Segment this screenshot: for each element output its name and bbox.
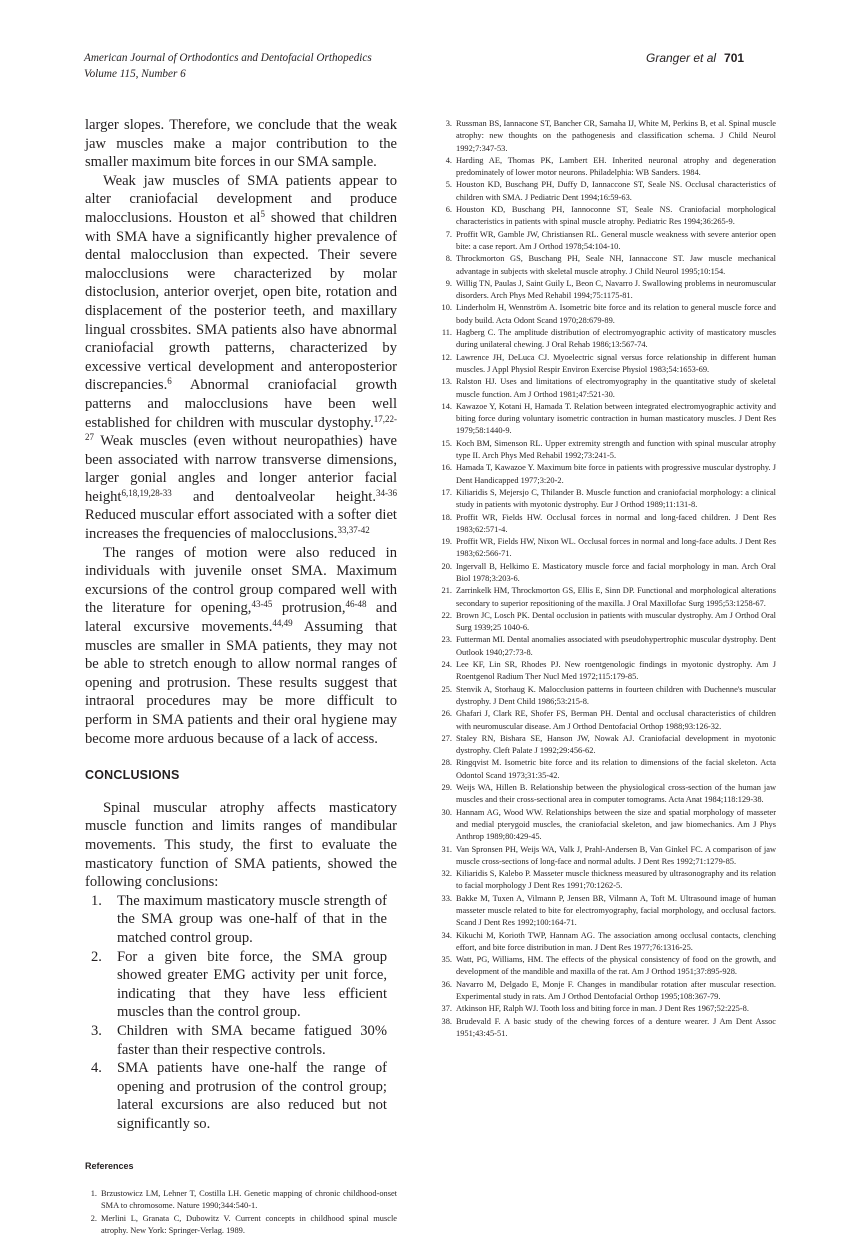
reference-number: 13. xyxy=(441,377,452,387)
reference-item xyxy=(440,278,776,303)
reference-text: Houston KD, Buschang PH, Duffy D, Iannaccone ST, Seale NS. Occlusal characteristics of children with SMA. J Pediatric Dent 1994;16:59-63. xyxy=(456,180,776,202)
reference-number: 24. xyxy=(441,660,452,670)
reference-number: 38. xyxy=(441,1016,452,1026)
item-number: 1. xyxy=(91,892,102,909)
reference-item xyxy=(440,401,776,438)
reference-item xyxy=(440,536,776,561)
references-list-left xyxy=(85,1188,397,1237)
reference-number: 28. xyxy=(441,758,452,768)
citation-superscript: 33,37-42 xyxy=(337,525,370,536)
item-text: The maximum masticatory muscle strength of the SMA group was one-half of that in the matched control group. xyxy=(117,892,387,946)
running-header-right xyxy=(646,50,744,66)
reference-item xyxy=(440,462,776,487)
reference-text: Stenvik A, Storhaug K. Malocclusion patterns in fourteen children with Duchenne's muscular dystrophy. J Dent Child 1986;53:215-8. xyxy=(456,684,776,706)
reference-text: Brown JC, Losch PK. Dental occlusion in patients with muscular dystrophy. Am J Orthod Oral Surg 1939;25 1040-6. xyxy=(456,610,776,633)
item-text: SMA patients have one-half the range of opening and protrusion of the control group; lateral excursions are also reduced but not significantly so. xyxy=(117,1060,387,1132)
author-running-head: Granger et al xyxy=(646,51,717,65)
text-run: protrusion, xyxy=(272,600,346,617)
reference-text: Proffit WR, Fields HW, Nixon WL. Occlusal forces in normal and long-face adults. J Dent Res 1983;62:566-71. xyxy=(456,537,776,559)
reference-item xyxy=(440,954,776,979)
text-run: and lateral excursive movements. xyxy=(85,600,397,636)
reference-item xyxy=(440,930,776,955)
reference-number: 27. xyxy=(441,733,452,743)
reference-item xyxy=(440,708,776,733)
reference-number: 2. xyxy=(90,1213,97,1223)
citation-superscript: 17,22-27 xyxy=(85,413,397,443)
reference-item xyxy=(440,585,776,610)
conclusions-heading: CONCLUSIONS xyxy=(85,768,180,783)
reference-number: 32. xyxy=(441,869,452,879)
reference-text: Bakke M, Tuxen A, Vilmann P, Jensen BR, Vilmann A, Toft M. Ultrasound image of human masseter muscle related to bite for electromyography, facial morphology, and occlusal factors. Scand J Dent Res 1992;100:164-71. xyxy=(456,893,776,928)
reference-number: 36. xyxy=(441,979,452,989)
reference-number: 7. xyxy=(445,229,452,239)
reference-item xyxy=(440,844,776,869)
reference-number: 19. xyxy=(441,537,452,547)
reference-item xyxy=(440,893,776,930)
reference-item xyxy=(440,684,776,709)
reference-text: Kikuchi M, Korioth TWP, Hannam AG. The association among occlusal contacts, clenching effort, and bite force distribution in man. J Dent Res 1977;76:1316-25. xyxy=(456,930,776,952)
conclusions-intro: Spinal muscular atrophy affects masticatory muscle function and limits ranges of mandibular movements. This study, the first to evaluate the masticatory function of SMA patients, showed the following conclusions: xyxy=(85,799,397,891)
reference-number: 33. xyxy=(441,893,452,903)
text-run: The ranges of motion were also reduced in individuals with juvenile onset SMA. Maximum excursions of the control group compared well with the literature for opening, xyxy=(85,544,397,617)
reference-item xyxy=(440,302,776,327)
item-number: 4. xyxy=(91,1060,102,1077)
reference-number: 35. xyxy=(441,955,452,965)
reference-item xyxy=(440,868,776,893)
reference-text: Staley RN, Bishara SE, Hanson JW, Nowak AJ. Craniofacial development in myotonic dystrophy. Cleft Palate J 1992;29:456-62. xyxy=(456,733,776,756)
reference-text: Hamada T, Kawazoe Y. Maximum bite force in patients with progressive muscular dystrophy. J Dent Handicapped 1977;3:20-2. xyxy=(456,463,776,485)
text-run: Assuming that muscles are smaller in SMA patients, they may not be able to stretch enough to allow normal ranges of opening and protrusion. These results suggest that intraoral procedures may be more difficult to perform in SMA patients and their oral hygiene may become more arduous because of a lack of access. xyxy=(85,619,397,747)
reference-text: Navarro M, Delgado E, Monje F. Changes in mandibular rotation after muscular resection. Experimental study in rats. Am J Orthod Dentofacial Orthop 1995;108:367-79. xyxy=(456,979,776,1002)
text-run: and dentoalveolar height. xyxy=(171,488,376,505)
reference-text: Watt, PG, Williams, HM. The effects of the physical consistency of food on the growth, and development of the mandible and maxilla of the rat. Am J Orthod 1951;37:895-928. xyxy=(456,955,776,977)
reference-item xyxy=(440,118,776,155)
reference-item xyxy=(440,1016,776,1041)
running-header-left xyxy=(84,50,372,82)
reference-number: 4. xyxy=(445,155,452,165)
text-run: larger slopes. Therefore, we conclude that the weak jaw muscles make a major contribution to the smaller maximum bite forces in our SMA sample. xyxy=(85,117,397,171)
citation-superscript: 5 xyxy=(260,208,265,219)
reference-item xyxy=(440,659,776,684)
reference-number: 30. xyxy=(441,807,452,817)
citation-superscript: 44,49 xyxy=(272,618,293,629)
reference-item xyxy=(440,179,776,204)
reference-number: 31. xyxy=(441,844,452,854)
reference-item xyxy=(440,610,776,635)
reference-text: Harding AE, Thomas PK, Lambert EH. Inherited neuronal atrophy and degeneration predominately of lower motor neurons. Philadelphia: WB Sanders. 1984. xyxy=(456,155,776,178)
reference-number: 15. xyxy=(441,438,452,448)
citation-superscript: 34-36 xyxy=(376,487,397,498)
text-run: Abnormal craniofacial growth patterns and malocclusions have been well established for children with muscular dystophy. xyxy=(85,377,397,431)
reference-number: 9. xyxy=(445,278,452,288)
conclusions-list xyxy=(85,892,397,1134)
reference-number: 17. xyxy=(441,487,452,497)
reference-number: 34. xyxy=(441,930,452,940)
reference-text: Futterman MI. Dental anomalies associated with pseudohypertrophic muscular dystrophy. Dent Outlook 1940;27:73-8. xyxy=(456,635,776,657)
journal-title: American Journal of Orthodontics and Dentofacial Orthopedics xyxy=(84,52,372,64)
reference-text: Throckmorton GS, Buschang PH, Seale NH, Iannaccone ST. Jaw muscle mechanical advantage in subjects with skeletal muscle atrophy. J Child Neurol 1995;10:154. xyxy=(456,254,776,276)
conclusion-item xyxy=(85,892,397,948)
reference-number: 16. xyxy=(441,463,452,473)
reference-number: 1. xyxy=(90,1189,97,1199)
reference-number: 20. xyxy=(441,561,452,571)
reference-number: 11. xyxy=(441,328,452,338)
reference-text: Zarrinkelk HM, Throckmorton GS, Ellis E, Sinn DP. Functional and morphological alterations secondary to superior repositioning of the maxilla. J Oral Maxillofac Surg 1995;53:1258-67. xyxy=(456,586,776,608)
reference-item xyxy=(440,1003,776,1015)
left-column xyxy=(85,116,397,1237)
reference-item xyxy=(440,561,776,586)
reference-number: 5. xyxy=(445,180,452,190)
reference-item xyxy=(440,807,776,844)
reference-number: 10. xyxy=(441,303,452,313)
reference-text: Ringqvist M. Isometric bite force and its relation to dimensions of the facial skeleton. Acta Odontol Scand 1973;31:35-42. xyxy=(456,758,776,780)
item-text: Children with SMA became fatigued 30% faster than their respective controls. xyxy=(117,1022,387,1058)
reference-number: 21. xyxy=(441,586,452,596)
conclusion-item xyxy=(85,948,397,1022)
reference-item xyxy=(440,634,776,659)
reference-number: 8. xyxy=(445,254,452,264)
reference-text: Russman BS, Iannacone ST, Bancher CR, Samaha IJ, White M, Perkins B, et al. Spinal muscle atrophy: new thoughts on the pathogenesis and classification schema. J Child Neurol 1992;7:347-53. xyxy=(456,119,776,153)
reference-number: 12. xyxy=(441,352,452,362)
text-run: Weak jaw muscles of SMA patients appear to alter craniofacial development and produce malocclusions. Houston et al xyxy=(85,172,397,226)
volume-number: Volume 115, Number 6 xyxy=(84,68,186,80)
citation-superscript: 6,18,19,28-33 xyxy=(121,487,172,498)
reference-item xyxy=(440,253,776,278)
reference-item xyxy=(440,352,776,377)
reference-item xyxy=(440,204,776,229)
reference-item xyxy=(440,438,776,463)
reference-text: Lee KF, Lin SR, Rhodes PJ. New roentgenologic findings in myotonic dystrophy. Am J Roentgenol Radium Ther Nucl Med 1972;115:179-85. xyxy=(456,660,776,682)
reference-item xyxy=(440,782,776,807)
reference-text: Van Spronsen PH, Weijs WA, Valk J, Prahl-Andersen B, Van Ginkel FC. A comparison of jaw muscle cross-sections of long-face and normal adults. J Dent Res 1992;71:1279-85. xyxy=(456,844,776,866)
citation-superscript: 6 xyxy=(167,376,172,387)
reference-item xyxy=(440,155,776,180)
reference-text: Koch BM, Simenson RL. Upper extremity strength and function with spinal muscular atrophy type II. Arch Phys Med Rehabil 1992;73:241-5. xyxy=(456,438,776,461)
reference-text: Hagberg C. The amplitude distribution of electromyographic activity of masticatory muscles during unilateral chewing. J Oral Rehab 1986;13:567-74. xyxy=(456,328,776,350)
reference-item xyxy=(440,327,776,352)
reference-number: 26. xyxy=(441,709,452,719)
reference-text: Brzustowicz LM, Lehner T, Costilla LH. Genetic mapping of chronic childhood-onset SMA to chromosome. Nature 1990;344:540-1. xyxy=(101,1189,397,1211)
text-run: showed that children with SMA have a significantly higher prevalence of dental malocclusion than expected. Their severe malocclusions were characterized by molar distoclusion, anterior overjet, open bite, rotation and displacement of the posterior teeth, and maxillary lingual crossbites. SMA patients also have abnormal craniofacial growth patterns, characterized by excessive vertical development and anteroposterior discrepancies. xyxy=(85,209,397,394)
item-number: 3. xyxy=(91,1022,102,1039)
references-list-right xyxy=(440,118,776,1040)
reference-text: Weijs WA, Hillen B. Relationship between the physiological cross-section of the human jaw muscles and their cross-sectional area in computer tomograms. Acta Anat 1984;118:129-38. xyxy=(456,783,776,805)
reference-item xyxy=(440,733,776,758)
reference-number: 37. xyxy=(441,1004,452,1014)
reference-text: Kiliaridis S, Kalebo P. Masseter muscle thickness measured by ultrasonography and its relation to facial morphology J Dent Res 1991;70:1262-5. xyxy=(456,869,776,891)
references-heading: References xyxy=(85,1161,134,1172)
reference-number: 18. xyxy=(441,512,452,522)
reference-text: Atkinson HF, Ralph WJ. Tooth loss and biting force in man. J Dent Res 1967;52:225-8. xyxy=(456,1004,749,1014)
reference-number: 22. xyxy=(441,610,452,620)
citation-superscript: 46-48 xyxy=(345,599,367,610)
paragraph xyxy=(85,116,397,172)
citation-superscript: 43-45 xyxy=(251,599,273,610)
item-text: For a given bite force, the SMA group showed greater EMG activity per unit force, indicating that they have less efficient muscles than the control group. xyxy=(117,948,387,1021)
reference-item xyxy=(440,376,776,401)
text-run: Reduced muscular effort associated with a softer diet increases the frequencies of malocclusions. xyxy=(85,507,397,543)
page-number: 701 xyxy=(724,51,745,65)
reference-text: Houston KD, Buschang PH, Iannoconne ST, Seale NS. Craniofacial morphological characteristics in patients with spinal muscle atrophy. Pediatric Res 1994;36:265-9. xyxy=(456,205,776,227)
reference-number: 3. xyxy=(445,119,452,128)
reference-text: Kiliaridis S, Mejersjo C, Thilander B. Muscle function and craniofacial morphology: a clinical study in patients with myotonic dystrophy. Eur J Orthod 1989;11:131-8. xyxy=(456,487,776,510)
reference-number: 6. xyxy=(445,205,452,215)
reference-item xyxy=(440,229,776,254)
reference-text: Brudevald F. A basic study of the chewing forces of a denture wearer. J Am Dent Assoc 1951;43:45-51. xyxy=(456,1016,776,1038)
reference-text: Ralston HJ. Uses and limitations of electromyography in the quantitative study of skeletal muscle function. Am J Orthod 1981;47:521-30. xyxy=(456,377,776,399)
reference-number: 29. xyxy=(441,783,452,793)
paragraph xyxy=(85,544,397,749)
reference-item xyxy=(85,1213,397,1237)
conclusion-item xyxy=(85,1059,397,1133)
reference-text: Willig TN, Paulas J, Saint Guily L, Beon C, Navarro J. Swallowing problems in neuromuscular disorders. Arch Phys Med Rehabil 1994;75:1175-81. xyxy=(456,278,776,301)
reference-item xyxy=(440,487,776,512)
reference-item xyxy=(440,512,776,537)
reference-text: Proffit WR, Gamble JW, Christiansen RL. General muscle weakness with severe anterior open bite: a case report. Am J Orthod 1978;54:104-10. xyxy=(456,229,776,251)
reference-item xyxy=(440,757,776,782)
reference-text: Ghafari J, Clark RE, Shofer FS, Berman PH. Dental and occlusal characteristics of children with neuromuscular disease. Am J Orthod Dentofacial Orthop 1988;93:126-32. xyxy=(456,709,776,731)
paragraph xyxy=(85,172,397,544)
body-text xyxy=(85,116,397,748)
item-number: 2. xyxy=(91,948,102,965)
reference-number: 23. xyxy=(441,635,452,645)
reference-text: Proffit WR, Fields HW. Occlusal forces in normal and long-faced children. J Dent Res 1983;62:571-4. xyxy=(456,512,776,534)
right-column xyxy=(440,118,776,1040)
reference-text: Ingervall B, Helkimo E. Masticatory muscle force and facial morphology in man. Arch Oral Biol 1978;3:203-6. xyxy=(456,561,776,583)
text-run: Weak muscles (even without neuropathies) have been associated with narrow transverse dimensions, larger gonial angles and longer anterior facial height xyxy=(85,433,397,505)
conclusion-item xyxy=(85,1022,397,1059)
reference-number: 14. xyxy=(441,401,452,411)
reference-text: Linderholm H, Wennström A. Isometric bite force and its relation to general muscle force and body build. Acta Odont Scand 1970;28:679-89. xyxy=(456,303,776,325)
reference-text: Kawazoe Y, Kotani H, Hamada T. Relation between integrated electromyographic activity and biting force during voluntary isometric contraction in human masticatory muscles. J Dent Res 1979;58:1440-9. xyxy=(456,401,776,436)
reference-text: Lawrence JH, DeLuca CJ. Myoelectric signal versus force relationship in different human muscles. J Appl Physiol Respir Environ Exercise Physiol 1983;54:1653-69. xyxy=(456,352,776,374)
reference-number: 25. xyxy=(441,684,452,694)
reference-text: Hannam AG, Wood WW. Relationships between the size and spatial morphology of masseter and medial pterygoid muscles, the craniofacial skeleton, and jaw biomechanics. Am J Phys Anthrop 1989;80:429-45. xyxy=(456,807,776,842)
reference-item xyxy=(440,979,776,1004)
reference-item xyxy=(85,1188,397,1213)
reference-text: Merlini L, Granata C, Dubowitz V. Current concepts in childhood spinal muscle atrophy. New York: Springer-Verlag. 1989. xyxy=(101,1213,397,1235)
